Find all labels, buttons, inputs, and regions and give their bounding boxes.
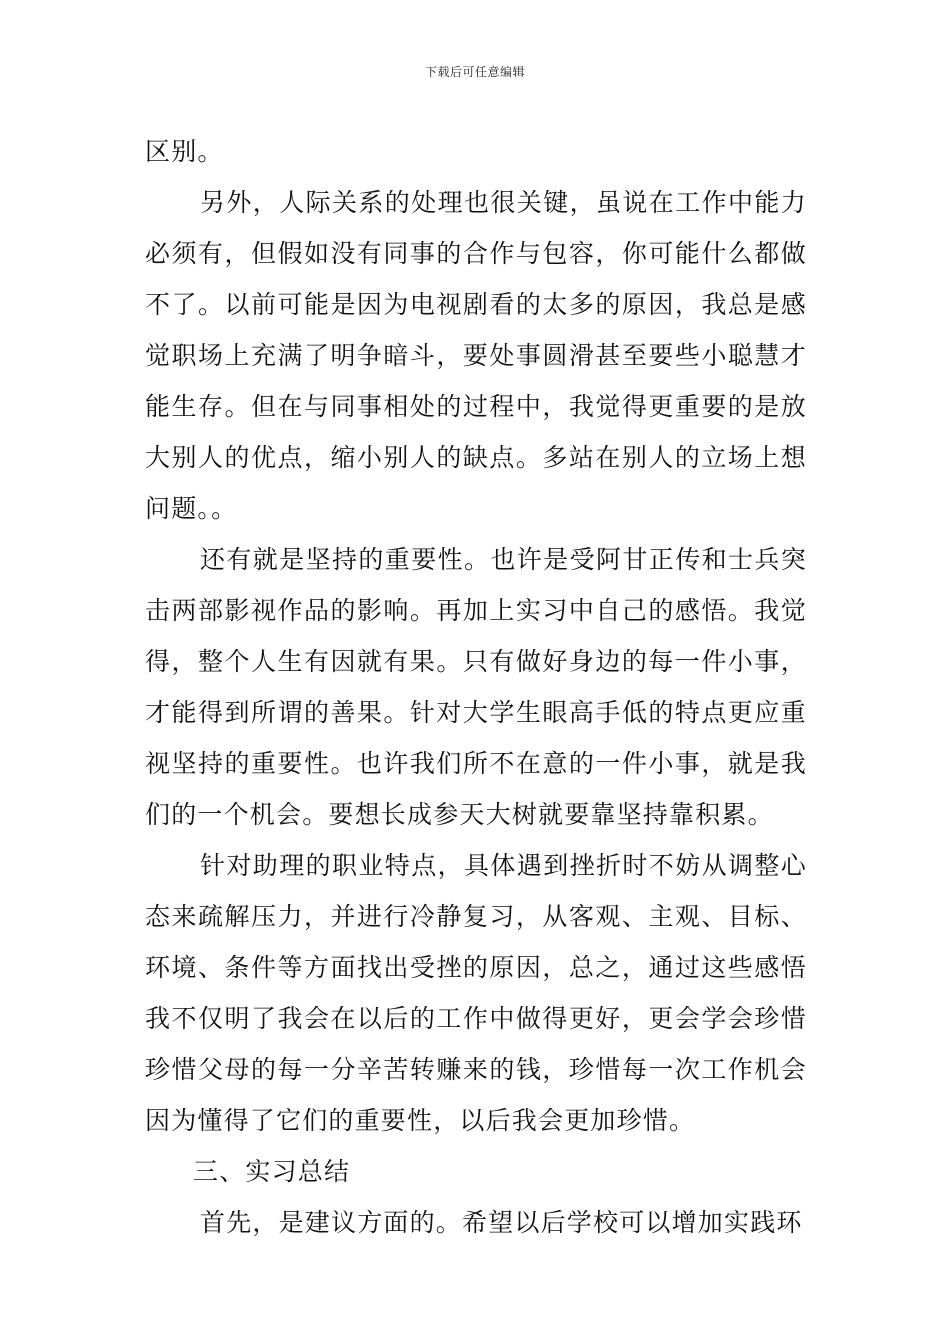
paragraph-suggestions: 首先，是建议方面的。希望以后学校可以增加实践环: [200, 1208, 803, 1237]
header-note: 下载后可任意编辑: [424, 65, 525, 79]
paragraph-relationships: 另外，人际关系的处理也很关键，虽说在工作中能力必须有，但假如没有同事的合作与包容，你可能什么都做不了。以前可能是因为电视剧看的太多的原因，我总是感觉职场上充满了明争暗斗，要处事圆滑甚至要些小聪慧才能生存。但在与同事相处的过程中，我觉得更重要的是放大别人的优点，缩小别人的缺点。多站在别人的立场上想问题。。: [145, 188, 807, 523]
paragraph-continuation: 区别。: [145, 137, 224, 166]
paragraph-assistant-traits: 针对助理的职业特点，具体遇到挫折时不妨从调整心态来疏解压力，并进行冷静复习，从客观、主观、目标、环境、条件等方面找出受挫的原因，总之，通过这些感悟我不仅明了我会在以后的工作中做得更好，更会学会珍惜珍惜父母的每一分辛苦转赚来的钱，珍惜每一次工作机会因为懂得了它们的重要性，以后我会更加珍惜。: [145, 851, 807, 1135]
section-heading: 三、实习总结: [193, 1157, 351, 1186]
paragraph-persistence: 还有就是坚持的重要性。也许是受阿甘正传和士兵突击两部影视作品的影响。再加上实习中自己的感悟。我觉得，整个人生有因就有果。只有做好身边的每一件小事，才能得到所谓的善果。针对大学生眼高手低的特点更应重视坚持的重要性。也许我们所不在意的一件小事，就是我们的一个机会。要想长成参天大树就要靠坚持靠积累。: [145, 545, 807, 829]
document-body: [145, 126, 807, 1248]
